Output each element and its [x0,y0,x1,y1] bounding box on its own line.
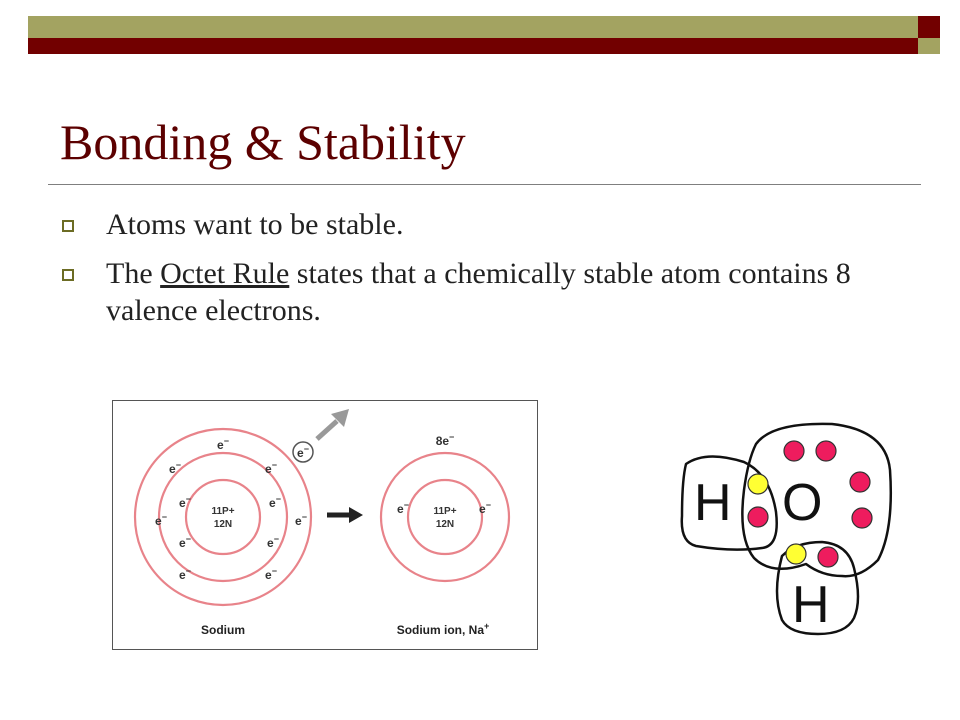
slide-title: Bonding & Stability [60,114,466,170]
inner-shell [186,480,260,554]
sodium-diagram [113,401,537,649]
electron-label: e− [265,566,277,582]
shared-electron-dot [786,544,806,564]
bullet-item [62,255,922,329]
sodium-ion-caption: Sodium ion, Na+ [396,621,490,637]
electron-label: e− [397,500,409,516]
bullet-list [62,206,922,341]
electron-dot [748,507,768,527]
electron-label: e− [179,534,191,550]
nucleus-neutrons: 12N [213,519,233,530]
electron-dot [784,441,804,461]
octet-label: 8e− [435,432,455,448]
electron-label: e− [267,534,279,550]
sodium-ion [381,453,509,581]
bar-corner-olive [918,38,940,54]
nucleus-protons: 11P+ [433,506,457,517]
electron-dot [816,441,836,461]
electron-dot [818,547,838,567]
electron-label: e− [155,512,167,528]
octet-rule-term: Octet Rule [160,257,290,290]
title-divider [48,184,921,185]
bullet-text-after: states that a chemically stable atom contains 8 valence electrons. [106,257,851,327]
outer-shell [381,453,509,581]
electron-label: e− [169,460,181,476]
nucleus-neutrons: 12N [435,519,455,530]
bar-maroon-stripe [28,38,918,54]
sodium-caption: Sodium [201,623,245,637]
bullet-text-before: The [106,257,161,290]
water-diagram [672,420,902,640]
sodium-ionization-figure [112,400,538,650]
electron-label: e− [297,444,309,460]
shared-electron-dot [748,474,768,494]
square-bullet-icon [62,220,74,232]
sodium-nucleus [211,506,234,530]
electron-label: e− [479,500,491,516]
up-right-arrow-icon [317,409,349,439]
electron-label: e− [179,566,191,582]
electron-dot [852,508,872,528]
square-bullet-icon [62,269,74,281]
bar-corner-maroon [918,16,940,38]
electron-label: e− [217,436,229,452]
oxygen-label: O [782,474,823,532]
bullet-text: Atoms want to be stable. [106,208,404,241]
electron-label: e− [265,460,277,476]
inner-shell [408,480,482,554]
nucleus-protons: 11P+ [211,506,235,517]
electron-label: e− [295,512,307,528]
released-electron [293,409,349,462]
hydrogen-left-label: H [694,474,732,532]
right-arrow-icon [327,507,363,523]
bar-olive-stripe [28,16,918,38]
bullet-item [62,206,922,243]
top-decorative-bar [28,16,940,54]
water-molecule-figure [672,420,902,640]
ion-nucleus [433,506,456,530]
hydrogen-bottom-label: H [792,576,830,634]
electron-label: e− [269,494,281,510]
electron-dot [850,472,870,492]
electron-label: e− [179,494,191,510]
